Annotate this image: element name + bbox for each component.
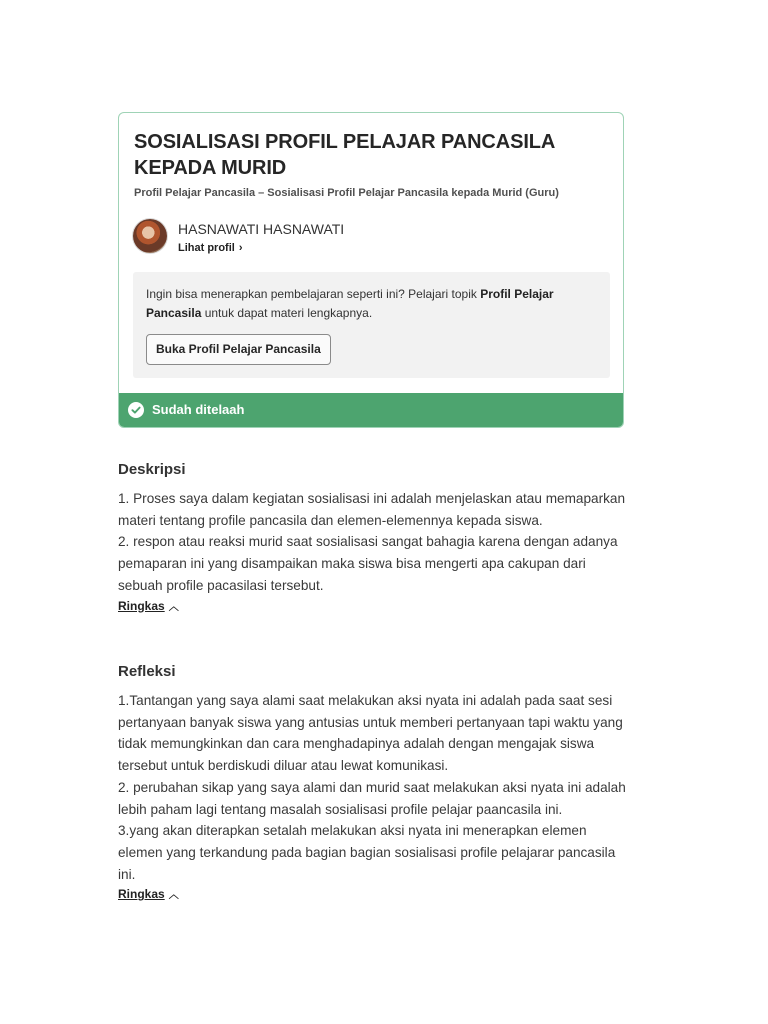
open-topic-button[interactable]: Buka Profil Pelajar Pancasila [146, 334, 331, 365]
topic-subtitle: Profil Pelajar Pancasila – Sosialisasi Profil Pelajar Pancasila kepada Murid (Guru) [134, 187, 559, 199]
project-card [118, 112, 624, 428]
review-status-label: Sudah ditelaah [152, 402, 245, 417]
check-circle-icon [128, 402, 144, 418]
view-profile-label: Lihat profil [178, 242, 235, 254]
author-name: HASNAWATI HASNAWATI [178, 221, 345, 237]
section-body: 1.Tantangan yang saya alami saat melakukan aksi nyata ini adalah pada saat sesi pertanyaan banyak siswa yang antusias untuk memberi pertanyaan tapi waktu yang tidak memungkinkan dan cara menghadapinya adalah dengan mengajak siswa tersebut untuk berdiskudi diluar atau lewat komunikasi. 2. perubahan sikap yang saya alami dan murid saat melakukan aksi nyata ini adalah lebih paham lagi tentang masalah sosialisasi profile pelajar paancasila ini. 3.yang akan diterapkan setalah melakukan aksi nyata ini menerapkan elemen elemen yang terkandung pada bagian bagian sosialisasi profile pelajarar pancasila ini. [118, 693, 626, 882]
collapse-link[interactable] [118, 886, 179, 904]
promo-text-after: untuk dapat materi lengkapnya. [201, 306, 373, 320]
chevron-up-icon: ︿ [168, 890, 179, 902]
avatar[interactable] [133, 219, 167, 253]
section-heading: Refleksi [118, 663, 176, 680]
collapse-link[interactable] [118, 598, 179, 616]
chevron-up-icon: ︿ [168, 601, 179, 613]
page-title: SOSIALISASI PROFIL PELAJAR PANCASILA KEPADA MURID [134, 131, 555, 179]
collapse-label: Ringkas [118, 887, 165, 902]
review-status-bar [119, 393, 623, 427]
promo-text [146, 285, 596, 323]
section-body: 1. Proses saya dalam kegiatan sosialisasi ini adalah menjelaskan atau memaparkan materi tentang profile pancasila dan elemen-elemennya kepada siswa. 2. respon atau reaksi murid saat sosialisasi sangat bahagia karena dengan adanya pemaparan ini yang disampaikan maka siswa bisa mengerti apa cakupan dari sebuah profile pacasilasi tersebut. [118, 491, 626, 593]
reflection-section [118, 662, 628, 904]
section-heading: Deskripsi [118, 461, 186, 478]
promo-text-before: Ingin bisa menerapkan pembelajaran seperti ini? Pelajari topik [146, 287, 481, 301]
description-section [118, 460, 628, 616]
collapse-label: Ringkas [118, 598, 165, 613]
author-block [133, 217, 433, 257]
view-profile-link[interactable] [178, 241, 243, 255]
topic-promo-box [133, 272, 610, 378]
promo-topic: Profil Pelajar Pancasila [146, 287, 554, 320]
chevron-right-icon: › [238, 242, 243, 254]
